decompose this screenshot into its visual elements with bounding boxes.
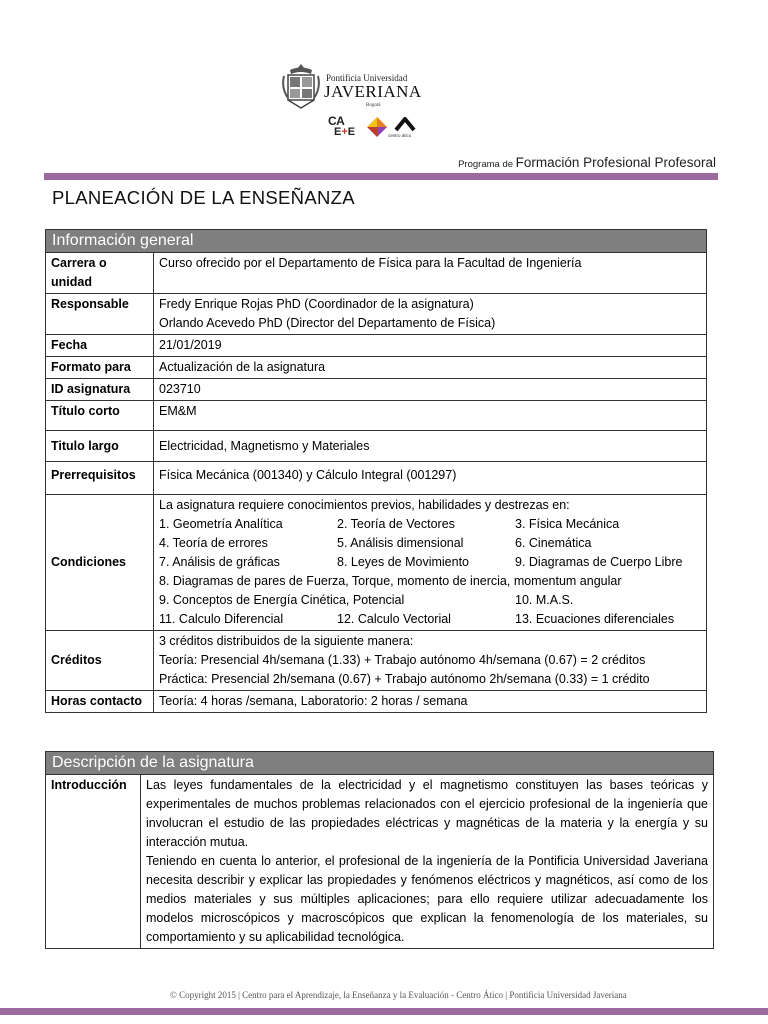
responsable-label: Responsable (46, 294, 154, 335)
header-logos (0, 0, 768, 170)
table-row (46, 401, 707, 431)
description-table (45, 751, 714, 949)
table-row (46, 357, 707, 379)
prerrequisitos-label: Prerrequisitos (46, 462, 154, 495)
introduccion-label: Introducción (46, 775, 141, 949)
carrera-label: Carrera o unidad (46, 253, 154, 294)
responsable-value: Fredy Enrique Rojas PhD (Coordinador de la asignatura) Orlando Acevedo PhD (Director del Departamento de Física) (154, 294, 707, 335)
titulo-largo-label: Titulo largo (46, 431, 154, 462)
university-city: Bogotá (366, 103, 381, 108)
university-name-small: Pontificia Universidad (326, 73, 408, 83)
footer-divider (0, 1008, 768, 1015)
university-name-big: JAVERIANA (324, 82, 422, 101)
cae-logo-top: CA (328, 114, 345, 128)
titulo-corto-value: EM&M (154, 401, 707, 431)
table-row (46, 691, 707, 713)
table-row (46, 253, 707, 294)
table-row (46, 495, 707, 631)
titulo-largo-value: Electricidad, Magnetismo y Materiales (154, 431, 707, 462)
formato-label: Formato para (46, 357, 154, 379)
program-title: Programa de Formación Profesional Profesoral (458, 155, 716, 170)
table-row (46, 775, 714, 949)
table-row (46, 379, 707, 401)
condiciones-value (154, 495, 707, 631)
id-asignatura-label: ID asignatura (46, 379, 154, 401)
header-divider (44, 173, 718, 180)
horas-contacto-label: Horas contacto (46, 691, 154, 713)
university-logo (278, 62, 423, 112)
general-info-table (45, 229, 707, 713)
general-info-heading: Información general (46, 230, 707, 253)
fecha-label: Fecha (46, 335, 154, 357)
prerrequisitos-value: Física Mecánica (001340) y Cálculo Integral (001297) (154, 462, 707, 495)
cae-diamond-icon (366, 116, 388, 138)
table-row (46, 431, 707, 462)
centro-atico-caption: centro ático (388, 133, 412, 138)
description-heading: Descripción de la asignatura (46, 752, 714, 775)
cae-logo-bottom: E+E (334, 126, 356, 138)
introduccion-value: Las leyes fundamentales de la electricidad y el magnetismo constituyen las bases teóricas y experimentales de muchos problemas relacionados con el ejercicio profesional de la ingeniería que involucran el estudio de las propiedades eléctricas y magnéticas de la materia y la energía y su interacción mutua. Teniendo en cuenta lo anterior, el profesional de la ingeniería de la Pontificia Universidad Javeriana necesita describir y explicar las propiedades y fenómenos eléctricos y magnéticos, así como de los medios materiales y sus múltiples aplicaciones; para ello requiere utilizar adecuadamente los modelos microscópicos y macroscópicos que explican la fenomenología de los materiales, su comportamiento y su aplicabilidad tecnológica. (141, 775, 714, 949)
carrera-value: Curso ofrecido por el Departamento de Física para la Facultad de Ingeniería (154, 253, 707, 294)
table-row (46, 294, 707, 335)
page-title: PLANEACIÓN DE LA ENSEÑANZA (52, 187, 355, 208)
creditos-value: 3 créditos distribuidos de la siguiente manera: Teoría: Presencial 4h/semana (1.33) + Trabajo autónomo 4h/semana (0.67) = 2 créditos Práctica: Presencial 2h/semana (0.67) + Trabajo autónomo 2h/semana (0.33) = 1 crédito (154, 631, 707, 691)
condiciones-list: La asignatura requiere conocimientos previos, habilidades y destrezas en: 1. Geometría Analítica 2. Teoría de Vectores 3. Física Mecánica 4. Teoría de errores 5. Análisis dimensional 6. Cinemática 7. Análisis de gráficas 8. Leyes de Movimiento 9. Diagramas de Cuerpo Libre 8. Diagramas de pares de Fuerza, Torque, momento de inercia, momentum angular 9. Conceptos de Energía Cinética, Potencial 10. M.A.S. 11. Calculo Diferencial 12. Calculo Vectorial 13. Ecuaciones diferenciales (159, 498, 683, 626)
formato-value: Actualización de la asignatura (154, 357, 707, 379)
horas-contacto-value: Teoría: 4 horas /semana, Laboratorio: 2 horas / semana (154, 691, 707, 713)
footer-copyright: © Copyright 2015 | Centro para el Aprendizaje, la Enseñanza y la Evaluación - Centro Ático | Pontificia Universidad Javeriana (170, 990, 627, 1000)
creditos-label: Créditos (46, 631, 154, 691)
table-row (46, 335, 707, 357)
cae-logo (326, 114, 436, 144)
fecha-value: 21/01/2019 (154, 335, 707, 357)
titulo-corto-label: Título corto (46, 401, 154, 431)
id-asignatura-value: 023710 (154, 379, 707, 401)
table-row (46, 631, 707, 691)
table-row (46, 462, 707, 495)
condiciones-label: Condiciones (46, 495, 154, 631)
university-crest-icon (280, 62, 322, 110)
